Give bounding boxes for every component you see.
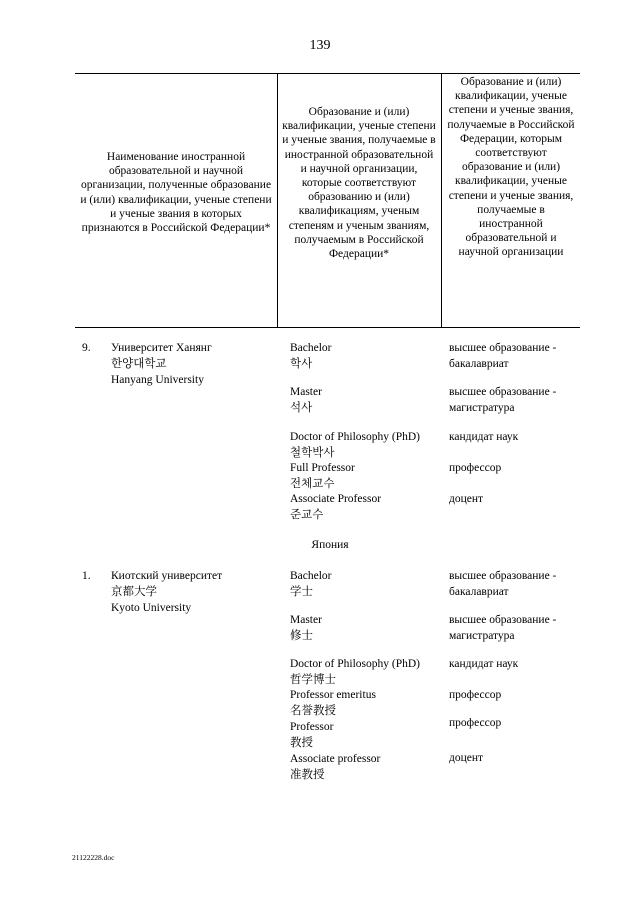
header-col-russian-equivalent: Образование и (или) квалификации, ученые степени и ученые звания, получаемые в Российской Федерации, которым соответствуют образование и (или) квалификации, ученые степени и ученые звания, получаемые в иностранной образовательной и научной организации	[447, 76, 575, 259]
degree-master-native: 석사	[290, 402, 313, 414]
entry-number: 1.	[82, 570, 91, 582]
header-divider-2	[441, 73, 442, 327]
degree-master-native: 修士	[290, 630, 313, 642]
degree-phd: Doctor of Philosophy (PhD)	[290, 658, 421, 670]
equivalent-phd: кандидат наук	[449, 431, 519, 443]
equivalent-master: высшее образование -	[449, 614, 557, 626]
equivalent-master: высшее образование -	[449, 386, 557, 398]
degree-bachelor-native: 学士	[290, 586, 313, 598]
title-associate-professor: Associate Professor	[290, 493, 382, 505]
degree-phd-native: 哲学博士	[290, 674, 336, 686]
table-header-bottom-rule	[75, 327, 580, 328]
equivalent-phd: кандидат наук	[449, 658, 519, 670]
degree-phd: Doctor of Philosophy (PhD)	[290, 431, 421, 443]
degree-master: Master	[290, 614, 322, 626]
title-professor-emeritus-native: 名誉教授	[290, 705, 336, 717]
equivalent-bachelor: высшее образование -	[449, 342, 557, 354]
equivalent-master-2: магистратура	[449, 630, 515, 642]
country-heading: Япония	[311, 539, 349, 551]
title-professor-native: 教授	[290, 737, 313, 749]
institution-name-ru: Киотский университет	[111, 570, 223, 582]
title-full-professor-native: 전체교수	[290, 478, 335, 490]
degree-bachelor: Bachelor	[290, 342, 332, 354]
degree-master: Master	[290, 386, 322, 398]
equivalent-associate-professor: доцент	[449, 493, 484, 505]
table-top-rule	[75, 73, 580, 74]
equivalent-bachelor-2: бакалавриат	[449, 586, 509, 598]
entry-number: 9.	[82, 342, 91, 354]
institution-name-en: Hanyang University	[111, 374, 204, 386]
degree-bachelor-native: 학사	[290, 358, 313, 370]
page-number: 139	[309, 38, 331, 53]
equivalent-professor-emeritus: профессор	[449, 689, 502, 701]
equivalent-full-professor: профессор	[449, 462, 502, 474]
title-associate-professor: Associate professor	[290, 753, 381, 765]
header-col-foreign-institution: Наименование иностранной образовательной и научной организации, полученные образование и (или) квалификации, ученые степени и ученые звания в которых признаются в Российской Федерации*	[80, 151, 272, 235]
title-associate-professor-native: 준교수	[290, 509, 324, 521]
degree-phd-native: 철학박사	[290, 447, 335, 459]
institution-name-ru: Университет Ханянг	[111, 342, 212, 354]
institution-name-native: 한양대학교	[111, 358, 167, 370]
document-filename: 21122228.doc	[72, 853, 115, 862]
institution-name-en: Kyoto University	[111, 602, 192, 614]
header-divider-1	[277, 73, 278, 327]
equivalent-associate-professor: доцент	[449, 752, 484, 764]
equivalent-bachelor: высшее образование -	[449, 570, 557, 582]
institution-name-native: 京都大学	[111, 586, 157, 598]
title-professor-emeritus: Professor emeritus	[290, 689, 376, 701]
title-professor: Professor	[290, 721, 334, 733]
equivalent-professor: профессор	[449, 717, 502, 729]
header-col-foreign-qualification: Образование и (или) квалификации, ученые степени и ученые звания, получаемые в иностранной образовательной и научной организации, которые соответствуют образованию и (или) квалификациям, ученым степеням и ученым званиям, получаемым в Российской Федерации*	[282, 106, 436, 261]
equivalent-master-2: магистратура	[449, 402, 515, 414]
title-associate-professor-native: 准教授	[290, 769, 325, 781]
title-full-professor: Full Professor	[290, 462, 355, 474]
equivalent-bachelor-2: бакалавриат	[449, 358, 509, 370]
degree-bachelor: Bachelor	[290, 570, 332, 582]
